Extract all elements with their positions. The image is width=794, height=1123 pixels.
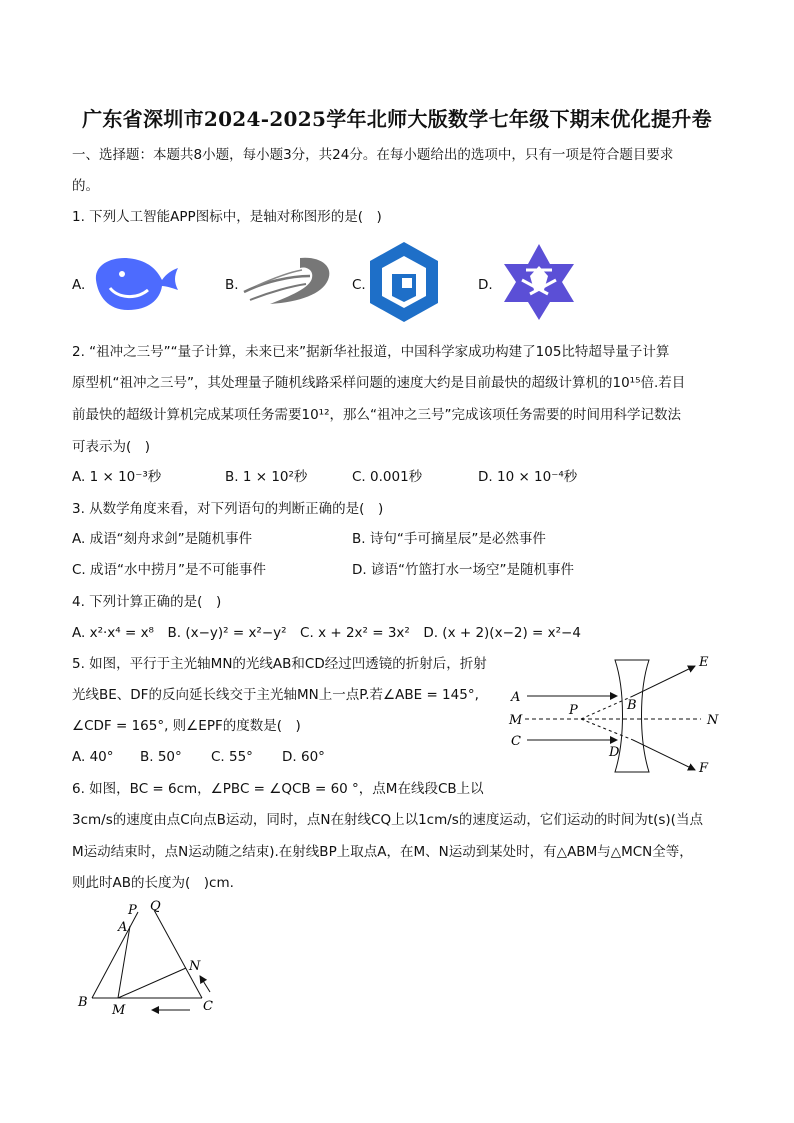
q3-option-b: B. 诗句“手可摘星辰”是必然事件 [352,531,546,547]
q6-line3: M运动结束时，点N运动随之结束).在射线BP上取点A，在M、N运动到某处时，有△ABM与△MCN全等， [72,844,693,860]
label-F: F [699,761,709,776]
q1-option-b-label: B. [225,277,239,293]
label-M: M [112,1003,126,1018]
label-N: N [707,713,719,728]
section-instructions-line2: 的。 [72,178,99,194]
label-P: P [128,903,137,918]
label-Q: Q [150,899,161,914]
q4-stem: 4. 下列计算正确的是( ) [72,594,222,610]
q2-option-b: B. 1 × 10²秒 [225,469,308,485]
q2-option-c: C. 0.001秒 [352,469,423,485]
q6-line4: 则此时AB的长度为( )cm. [72,875,234,891]
q6-line1: 6. 如图，BC = 6cm，∠PBC = ∠QCB = 60 °，点M在线段CB上以 [72,781,484,797]
swirl-logo-icon [240,252,335,312]
q3-option-a: A. 成语“刻舟求剑”是随机事件 [72,531,253,547]
q2-line2: 原型机“祖冲之三号”，其处理量子随机线路采样问题的速度大约是目前最快的超级计算机的10¹⁵倍.若目 [72,375,686,391]
page-title: 广东省深圳市2024-2025学年北师大版数学七年级下期末优化提升卷 [82,107,712,131]
q3-option-d: D. 谚语“竹篮打水一场空”是随机事件 [352,562,574,578]
label-D: D [609,745,620,760]
label-C: C [203,999,213,1014]
q3-stem: 3. 从数学角度来看，对下列语句的判断正确的是( ) [72,501,384,517]
q5-option-c: C. 55° [211,749,253,765]
label-A: A [511,690,521,705]
label-C: C [511,734,521,749]
q5-line3: ∠CDF = 165°, 则∠EPF的度数是( ) [72,718,301,734]
whale-logo-icon [88,250,183,315]
hexagon-cube-logo-icon [368,240,440,324]
label-B: B [78,995,88,1010]
label-E: E [699,655,709,670]
q1-stem: 1. 下列人工智能APP图标中，是轴对称图形的是( ) [72,209,382,225]
q1-option-d-label: D. [478,277,493,293]
section-instructions-line1: 一、选择题：本题共8小题，每小题3分，共24分。在每小题给出的选项中，只有一项是符合题目要求 [72,147,674,163]
triangle-motion-diagram [72,898,232,1023]
q3-option-c: C. 成语“水中捞月”是不可能事件 [72,562,266,578]
q2-option-a: A. 1 × 10⁻³秒 [72,469,162,485]
q5-option-a: A. 40° [72,749,114,765]
q5-line2: 光线BE、DF的反向延长线交于主光轴MN上一点P.若∠ABE = 145°, [72,687,479,703]
concave-lens-diagram [505,650,725,780]
q6-line2: 3cm/s的速度由点C向点B运动，同时，点N在射线CQ上以1cm/s的速度运动，它们运动的时间为t(s)(当点 [72,812,703,828]
q5-option-b: B. 50° [140,749,182,765]
q2-line4: 可表示为( ) [72,439,151,455]
label-A: A [118,920,128,935]
label-N: N [189,959,201,974]
label-P: P [569,703,578,718]
q1-option-c-label: C. [352,277,366,293]
q5-option-d: D. 60° [282,749,325,765]
q2-option-d: D. 10 × 10⁻⁴秒 [478,469,578,485]
label-M: M [509,713,523,728]
q2-line3: 前最快的超级计算机完成某项任务需要10¹²，那么“祖冲之三号”完成该项任务需要的时间用科学记数法 [72,407,681,423]
q5-line1: 5. 如图，平行于主光轴MN的光线AB和CD经过凹透镜的折射后，折射 [72,656,487,672]
label-B: B [627,698,637,713]
star-knot-logo-icon [496,240,582,324]
q1-option-a-label: A. [72,277,86,293]
q4-options: A. x²·x⁴ = x⁸ B. (x−y)² = x²−y² C. x + 2x² = 3x² D. (x + 2)(x−2) = x²−4 [72,625,581,641]
q2-line1: 2. “祖冲之三号”“量子计算，未来已来”据新华社报道，中国科学家成功构建了105比特超导量子计算 [72,344,670,360]
